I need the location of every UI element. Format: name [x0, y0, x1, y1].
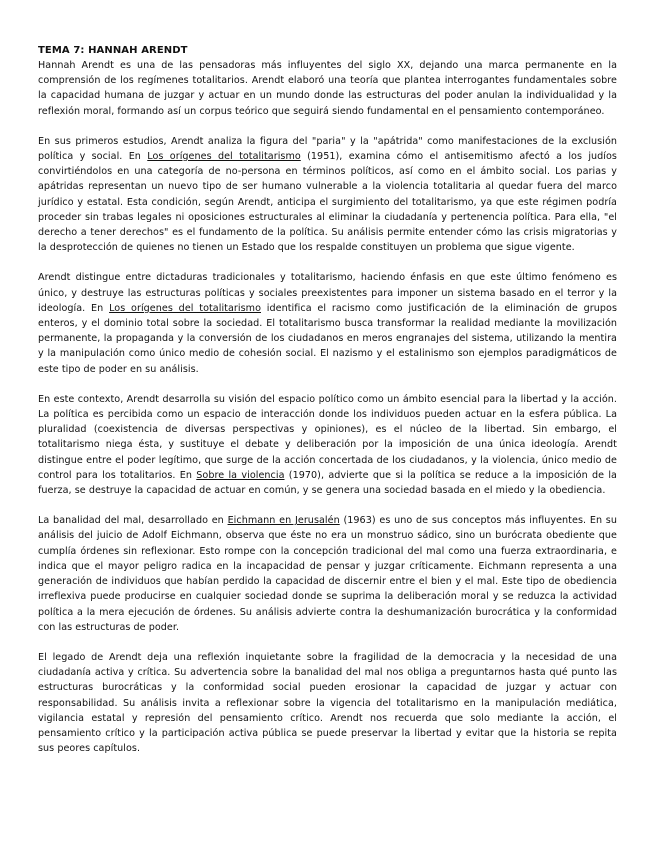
paragraph-text: En sus primeros estudios, Arendt analiza la figura del "paria" y la "apátrida" como manifestaciones de la exclusión política y social. En	[38, 135, 617, 163]
paragraph-text: (1970), advierte que si la política se reduce a la imposición de la fuerza, se destruye la capacidad de actuar en común, y se genera una sociedad basada en el miedo y la obediencia.	[38, 469, 617, 497]
document-page	[38, 44, 617, 771]
book-title-eichmann: Eichmann en Jerusalén	[227, 515, 340, 527]
paragraph-text: Hannah Arendt es una de las pensadoras más influyentes del siglo XX, dejando una marca permanente en la comprensión de los regímenes totalitarios. Arendt elaboró una teoría que plantea interrogantes fundamentales sobre la capacidad humana de juzgar y actuar en un mundo donde las estructuras del poder anulan la individualidad y la reflexión moral, formando así un corpus teórico que seguirá siendo fundamental en el pensamiento contemporáneo.	[38, 60, 617, 117]
paragraph-text: El legado de Arendt deja una reflexión inquietante sobre la fragilidad de la democracia y la necesidad de una ciudadanía activa y crítica. Su advertencia sobre la banalidad del mal nos obliga a preguntarnos hasta qué punto las estructuras burocráticas y la conformidad social pueden erosionar la capacidad de juzgar y actuar con responsabilidad. Su análisis invita a reflexionar sobre la vigencia del totalitarismo en la manipulación mediática, vigilancia estatal y represión del pensamiento crítico. Arendt nos recuerda que solo mediante la acción, el pensamiento crítico y la participación activa pública se puede preservar la libertad y evitar que la historia se repita sus peores capítulos.	[38, 651, 617, 755]
paragraph-dictaduras	[38, 270, 617, 376]
paragraph-espacio-politico	[38, 392, 617, 498]
paragraph-legado	[38, 650, 617, 756]
book-title-origenes: Los orígenes del totalitarismo	[109, 302, 261, 314]
book-title-origenes: Los orígenes del totalitarismo	[147, 151, 301, 163]
document-title: TEMA 7: HANNAH ARENDT	[38, 45, 188, 56]
paragraph-text: (1951), examina cómo el antisemitismo afectó a los judíos convirtiéndolos en una categoría de no-persona en términos políticos, así como en el ámbito social. Los parias y apátridas representan un nuevo tipo de ser humano vulnerable a la violencia totalitaria al quedar fuera del marco jurídico y estatal. Esta condición, según Arendt, anticipa el surgimiento del totalitarismo, ya que este régimen podría proceder sin trabas legales ni oposiciones estructurales al eliminar la ciudadanía y pertenencia política. Para ella, "el derecho a tener derechos" es el fundamento de la política. Su análisis permite entender cómo las crisis migratorias y la desprotección de quienes no tienen un Estado que los respalde constituyen un problema que sigue vigente.	[38, 151, 617, 254]
paragraph-text: identifica el racismo como justificación de la eliminación de grupos enteros, y el dominio total sobre la sociedad. El totalitarismo busca transformar la realidad mediante la movilización permanente, la propaganda y la conversión de los ciudadanos en meros engranajes del sistema, utilizando la mentira y la manipulación como único medio de cohesión social. El nazismo y el estalinismo son ejemplos paradigmáticos de este tipo de poder en su análisis.	[38, 302, 618, 375]
paragraph-text: Arendt distingue entre dictaduras tradicionales y totalitarismo, haciendo énfasis en que este último fenómeno es único, y destruye las estructuras políticas y sociales preexistentes para imponer un sistema basado en el terror y la ideología. En	[38, 272, 617, 314]
paragraph-text: (1963) es uno de sus conceptos más influyentes. En su análisis del juicio de Adolf Eichmann, observa que éste no era un monstruo sádico, sino un burócrata obediente que cumplía órdenes sin reflexionar. Esto rompe con la concepción tradicional del mal como una fuerza extraordinaria, e indica que el mayor peligro radica en la incapacidad de pensar y juzgar críticamente. Eichmann representa a una generación de individuos que habían perdido la capacidad de discernir entre el bien y el mal. Este tipo de obediencia irreflexiva puede producirse en cualquier sociedad donde se suprima la deliberación moral y se reduzca la actividad política a la mera ejecución de órdenes. Su análisis advierte contra la deshumanización burocrática y la conformidad con las estructuras de poder.	[38, 515, 617, 633]
paragraph-intro	[38, 58, 617, 119]
paragraph-text: En este contexto, Arendt desarrolla su visión del espacio político como un ámbito esencial para la libertad y la acción. La política es percibida como un espacio de interacción donde los individuos pueden actuar en la esfera pública. La pluralidad (coexistencia de diversas perspectivas y opiniones), es el núcleo de la libertad. Sin embargo, el totalitarismo niega ésta, y sustituye el debate y deliberación por la imposición de una única ideología. Arendt distingue entre el poder legítimo, que surge de la acción concertada de los ciudadanos, y la violencia, único medio de control para los totalitarios. En	[38, 393, 617, 481]
paragraph-paria-apatrida	[38, 134, 617, 256]
book-title-sobre-la-violencia: Sobre la violencia	[196, 469, 285, 481]
paragraph-banalidad-del-mal	[38, 513, 617, 635]
paragraph-text: La banalidad del mal, desarrollado en	[38, 515, 228, 527]
